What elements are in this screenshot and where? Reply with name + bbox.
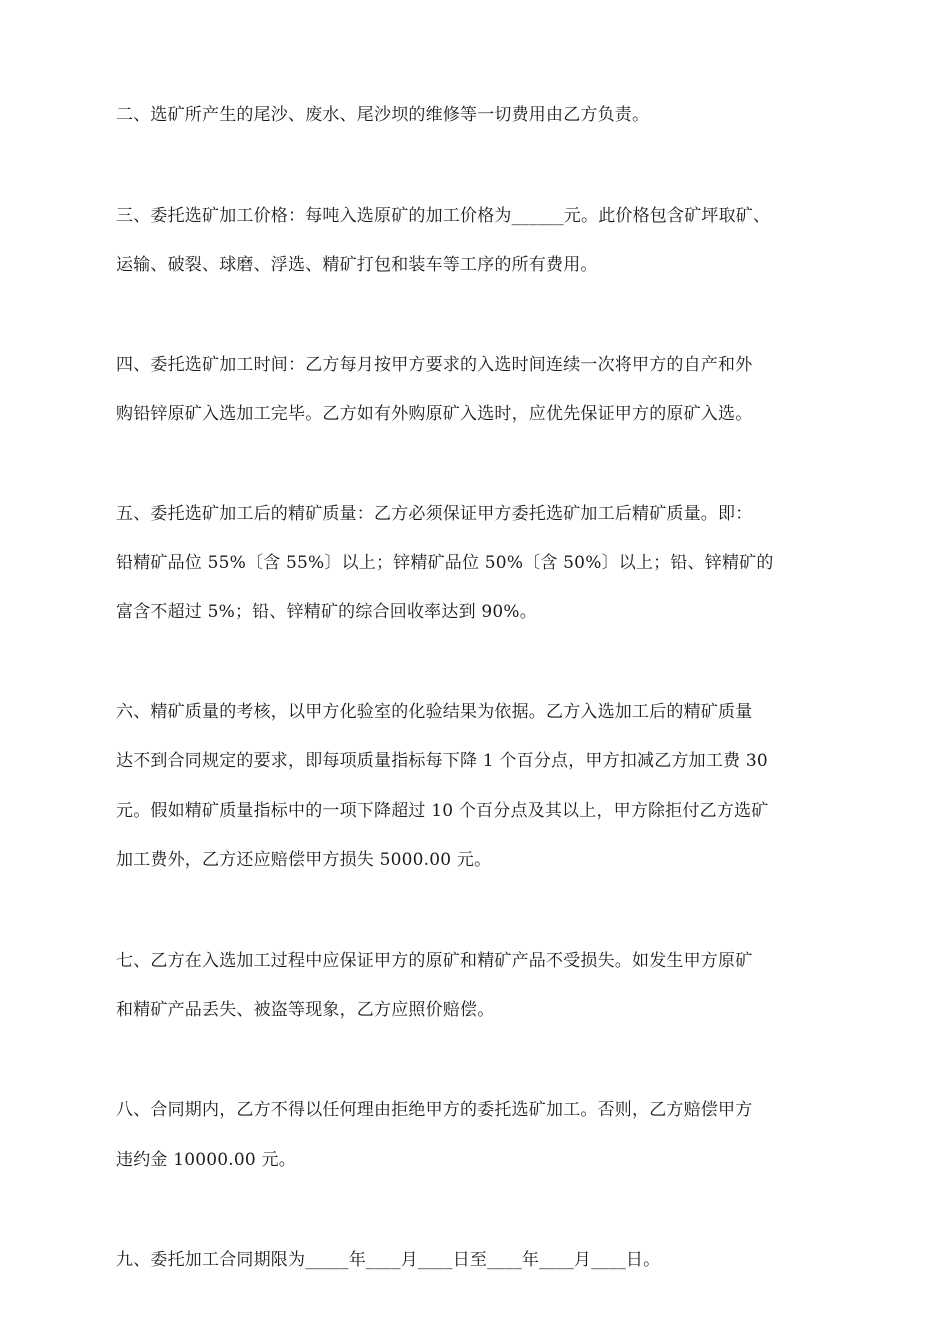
clause-4-line-2: 购铅锌原矿入选加工完毕。乙方如有外购原矿入选时，应优先保证甲方的原矿入选。 (116, 404, 753, 424)
clause-7-line-2: 和精矿产品丢失、被盗等现象，乙方应照价赔偿。 (116, 1000, 495, 1020)
clause-3-line-1: 三、委托选矿加工价格：每吨入选原矿的加工价格为______元。此价格包含矿坪取矿、 (116, 206, 771, 226)
clause-5-line-3: 富含不超过 5%；铅、锌精矿的综合回收率达到 90%。 (116, 602, 537, 622)
clause-6-line-3: 元。假如精矿质量指标中的一项下降超过 10 个百分点及其以上，甲方除拒付乙方选矿 (116, 801, 769, 821)
clause-2-line-1: 二、选矿所产生的尾沙、废水、尾沙坝的维修等一切费用由乙方负责。 (116, 105, 650, 125)
clause-8-line-2: 违约金 10000.00 元。 (116, 1150, 296, 1170)
clause-9-line-1: 九、委托加工合同期限为_____年____月____日至____年____月____日。 (116, 1250, 661, 1270)
clause-6-line-2: 达不到合同规定的要求，即每项质量指标每下降 1 个百分点，甲方扣减乙方加工费 30 (116, 751, 768, 771)
clause-5-line-2: 铅精矿品位 55%〔含 55%〕以上；锌精矿品位 50%〔含 50%〕以上；铅、锌精矿的 (116, 553, 774, 573)
clause-6-line-1: 六、精矿质量的考核，以甲方化验室的化验结果为依据。乙方入选加工后的精矿质量 (116, 702, 753, 722)
clause-6-line-4: 加工费外，乙方还应赔偿甲方损失 5000.00 元。 (116, 850, 492, 870)
clause-4-line-1: 四、委托选矿加工时间：乙方每月按甲方要求的入选时间连续一次将甲方的自产和外 (116, 355, 753, 375)
clause-7-line-1: 七、乙方在入选加工过程中应保证甲方的原矿和精矿产品不受损失。如发生甲方原矿 (116, 951, 753, 971)
clause-3-line-2: 运输、破裂、球磨、浮选、精矿打包和装车等工序的所有费用。 (116, 255, 598, 275)
clause-5-line-1: 五、委托选矿加工后的精矿质量：乙方必须保证甲方委托选矿加工后精矿质量。即： (116, 504, 753, 524)
clause-8-line-1: 八、合同期内，乙方不得以任何理由拒绝甲方的委托选矿加工。否则，乙方赔偿甲方 (116, 1100, 753, 1120)
